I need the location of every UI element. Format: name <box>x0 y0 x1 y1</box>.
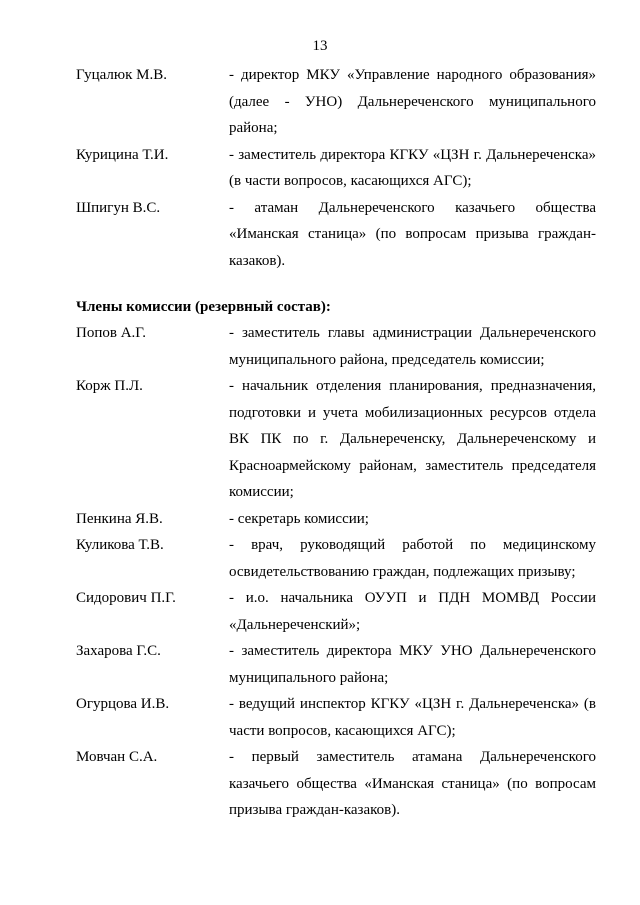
member-role: - врач, руководящий работой по медицинскому освидетельствованию граждан, подлежащих призыву; <box>229 537 596 580</box>
member-name: Попов А.Г. <box>76 325 147 341</box>
member-row <box>0 142 640 195</box>
member-name: Курицина Т.И. <box>76 146 169 163</box>
member-row <box>0 373 640 506</box>
member-role: - директор МКУ «Управление народного образования» (далее - УНО) Дальнереченского муниципального района; <box>229 67 596 136</box>
member-role: - первый заместитель атамана Дальнереченского казачьего общества «Иманская станица» (по вопросам призыва граждан-казаков). <box>229 749 596 818</box>
members-reserve-list <box>0 320 640 824</box>
member-row <box>0 585 640 638</box>
member-role: - заместитель главы администрации Дальнереченского муниципального района, председатель комиссии; <box>229 325 596 368</box>
member-role: - и.о. начальника ОУУП и ПДН МОМВД России «Дальнереченский»; <box>229 590 596 633</box>
member-row <box>0 691 640 744</box>
member-name: Мовчан С.А. <box>76 749 158 765</box>
member-name: Сидорович П.Г. <box>76 590 176 606</box>
member-role: - ведущий инспектор КГКУ «ЦЗН г. Дальнереченска» (в части вопросов, касающихся АГС); <box>229 696 596 739</box>
member-name: Пенкина Я.В. <box>76 510 163 527</box>
member-row <box>0 62 640 142</box>
member-row <box>0 638 640 691</box>
member-name: Шпигун В.С. <box>76 199 161 216</box>
member-row <box>0 532 640 585</box>
member-row <box>0 320 640 373</box>
member-role: - начальник отделения планирования, предназначения, подготовки и учета мобилизационных ресурсов отдела ВК ПК по г. Дальнереченску, Дальнереченскому и Красноармейскому районам, заместитель председателя комиссии; <box>229 378 596 500</box>
page-number: 13 <box>312 38 328 54</box>
member-role: - атаман Дальнереченского казачьего общества «Иманская станица» (по вопросам призыва граждан-казаков). <box>229 199 596 269</box>
member-role: - заместитель директора КГКУ «ЦЗН г. Дальнереченска» (в части вопросов, касающихся АГС); <box>229 146 596 189</box>
member-name: Захарова Г.С. <box>76 643 161 659</box>
member-role: - заместитель директора МКУ УНО Дальнереченского муниципального района; <box>229 643 596 686</box>
members-top-list <box>0 62 640 274</box>
member-row <box>0 195 640 275</box>
member-row <box>0 506 640 533</box>
member-row <box>0 744 640 824</box>
member-name: Гуцалюк М.В. <box>76 67 167 83</box>
member-name: Корж П.Л. <box>76 378 143 394</box>
member-role: - секретарь комиссии; <box>229 510 369 527</box>
reserve-heading: Члены комиссии (резервный состав): <box>76 299 331 315</box>
member-name: Огурцова И.В. <box>76 696 170 712</box>
member-name: Куликова Т.В. <box>76 537 164 553</box>
